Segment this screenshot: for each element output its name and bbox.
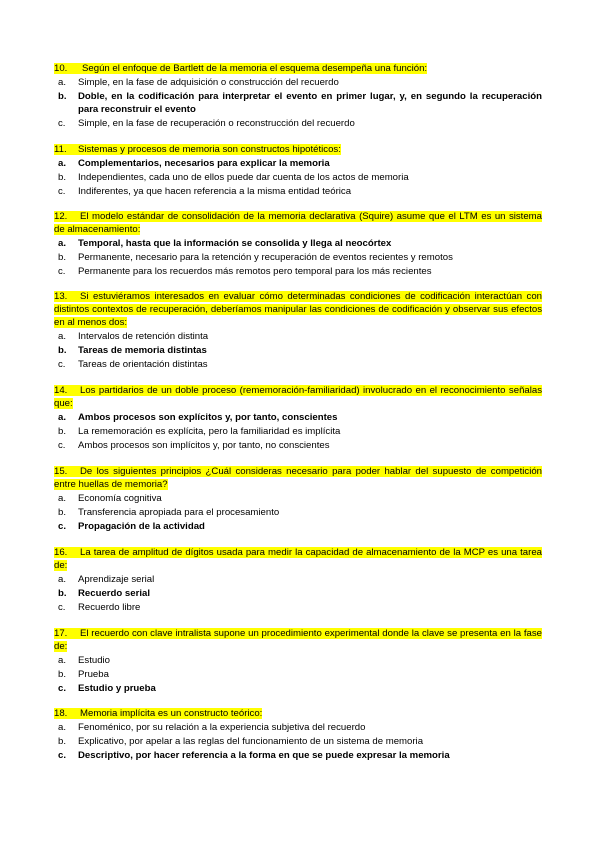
question-stem [54, 290, 542, 329]
question-16 [54, 546, 542, 614]
option-text: Prueba [78, 669, 109, 680]
option-c [54, 749, 542, 762]
option-b [54, 668, 542, 681]
option-a [54, 411, 542, 424]
option-letter: c. [58, 186, 66, 197]
option-a [54, 330, 542, 343]
option-letter: a. [58, 238, 67, 249]
option-letter: a. [58, 412, 67, 423]
option-text: Aprendizaje serial [78, 574, 155, 585]
option-letter: b. [58, 669, 67, 680]
question-13 [54, 290, 542, 371]
option-letter: c. [58, 683, 67, 694]
question-number: 13. [54, 291, 68, 302]
option-letter: b. [58, 507, 67, 518]
question-stem [54, 546, 542, 572]
option-c [54, 682, 542, 695]
question-text: El recuerdo con clave intralista supone un procedimiento experimental donde la clave se presenta en la fase de: [54, 628, 542, 652]
option-text: Indiferentes, ya que hacen referencia a la misma entidad teórica [78, 186, 352, 197]
question-number: 11. [54, 144, 67, 155]
option-text: Ambos procesos son explícitos y, por tanto, conscientes [78, 412, 338, 423]
option-a [54, 573, 542, 586]
option-b [54, 425, 542, 438]
question-number: 14. [54, 385, 68, 396]
option-b [54, 171, 542, 184]
question-stem [54, 210, 542, 236]
option-a [54, 237, 542, 250]
option-text: Intervalos de retención distinta [78, 331, 209, 342]
question-text: Los partidarios de un doble proceso (rememoración-familiaridad) involucrado en el reconocimiento señalas que: [54, 385, 542, 409]
option-text: Temporal, hasta que la información se consolida y llega al neocórtex [78, 238, 392, 249]
option-letter: c. [58, 602, 66, 613]
question-stem [54, 707, 542, 720]
question-number: 18. [54, 708, 68, 719]
question-14 [54, 384, 542, 452]
option-letter: b. [58, 252, 67, 263]
option-text: Simple, en la fase de adquisición o construcción del recuerdo [78, 77, 339, 88]
option-b [54, 506, 542, 519]
option-letter: a. [58, 574, 67, 585]
question-number: 10. [54, 63, 68, 74]
question-text: Si estuviéramos interesados en evaluar cómo determinadas condiciones de codificación interactúan con distintos contextos de recuperación, deberíamos manipular las condiciones de codificación y observar sus efectos en al menos dos: [54, 291, 542, 328]
question-text: La tarea de amplitud de dígitos usada para medir la capacidad de almacenamiento de la MCP es una tarea de: [54, 547, 542, 571]
option-c [54, 520, 542, 533]
question-15 [54, 465, 542, 533]
question-number: 17. [54, 628, 68, 639]
option-text: Tareas de orientación distintas [78, 359, 208, 370]
question-text: De los siguientes principios ¿Cuál consideras necesario para poder hablar del supuesto de competición entre huellas de memoria? [54, 466, 542, 490]
option-a [54, 654, 542, 667]
option-text: Economía cognitiva [78, 493, 162, 504]
option-a [54, 157, 542, 170]
option-text: Explicativo, por apelar a las reglas del funcionamiento de un sistema de memoria [78, 736, 424, 747]
question-10 [54, 62, 542, 130]
option-text: Ambos procesos son implícitos y, por tanto, no conscientes [78, 440, 330, 451]
option-letter: a. [58, 77, 67, 88]
option-text: Complementarios, necesarios para explicar la memoria [78, 158, 330, 169]
question-number: 12. [54, 211, 68, 222]
option-letter: b. [58, 426, 67, 437]
option-letter: c. [58, 266, 66, 277]
option-text: Simple, en la fase de recuperación o reconstrucción del recuerdo [78, 118, 355, 129]
question-text: Memoria implícita es un constructo teórico: [80, 708, 263, 719]
option-text: Doble, en la codificación para interpretar el evento en primer lugar, y, en segundo la recuperación para reconstruir el evento [78, 91, 542, 115]
option-letter: b. [58, 736, 67, 747]
option-text: Permanente para los recuerdos más remotos pero temporal para los más recientes [78, 266, 432, 277]
option-letter: a. [58, 722, 67, 733]
option-c [54, 185, 542, 198]
option-letter: a. [58, 493, 67, 504]
option-letter: b. [58, 172, 67, 183]
question-number: 15. [54, 466, 68, 477]
option-c [54, 358, 542, 371]
question-stem [54, 627, 542, 653]
option-text: Propagación de la actividad [78, 521, 205, 532]
question-stem [54, 143, 542, 156]
option-text: Permanente, necesario para la retención y recuperación de eventos recientes y remotos [78, 252, 453, 263]
question-12 [54, 210, 542, 278]
option-c [54, 601, 542, 614]
option-b [54, 735, 542, 748]
option-letter: c. [58, 440, 66, 451]
question-number: 16. [54, 547, 68, 558]
option-text: Recuerdo serial [78, 588, 150, 599]
option-letter: a. [58, 158, 67, 169]
option-text: Recuerdo libre [78, 602, 141, 613]
question-11 [54, 143, 542, 198]
question-text: Sistemas y procesos de memoria son constructos hipotéticos: [78, 144, 341, 155]
option-text: Fenoménico, por su relación a la experiencia subjetiva del recuerdo [78, 722, 366, 733]
option-letter: b. [58, 588, 67, 599]
option-letter: c. [58, 359, 66, 370]
option-a [54, 721, 542, 734]
question-text: El modelo estándar de consolidación de la memoria declarativa (Squire) asume que el LTM es un sistema de almacenamiento: [54, 211, 542, 235]
option-text: Tareas de memoria distintas [78, 345, 207, 356]
option-letter: b. [58, 345, 67, 356]
option-letter: c. [58, 118, 66, 129]
option-b [54, 344, 542, 357]
option-c [54, 117, 542, 130]
option-text: Independientes, cada uno de ellos puede dar cuenta de los actos de memoria [78, 172, 409, 183]
option-letter: c. [58, 750, 67, 761]
option-c [54, 439, 542, 452]
option-text: Transferencia apropiada para el procesamiento [78, 507, 280, 518]
option-b [54, 90, 542, 116]
option-text: Estudio [78, 655, 110, 666]
option-a [54, 76, 542, 89]
option-a [54, 492, 542, 505]
option-b [54, 587, 542, 600]
option-letter: b. [58, 91, 67, 102]
option-text: La rememoración es explícita, pero la familiaridad es implícita [78, 426, 341, 437]
option-letter: a. [58, 655, 67, 666]
question-stem [54, 62, 542, 75]
question-18 [54, 707, 542, 762]
option-text: Descriptivo, por hacer referencia a la forma en que se puede expresar la memoria [78, 750, 450, 761]
option-b [54, 251, 542, 264]
option-letter: c. [58, 521, 67, 532]
question-17 [54, 627, 542, 695]
question-text: Según el enfoque de Bartlett de la memoria el esquema desempeña una función: [82, 63, 428, 74]
question-stem [54, 465, 542, 491]
option-c [54, 265, 542, 278]
option-text: Estudio y prueba [78, 683, 156, 694]
question-stem [54, 384, 542, 410]
option-letter: a. [58, 331, 67, 342]
